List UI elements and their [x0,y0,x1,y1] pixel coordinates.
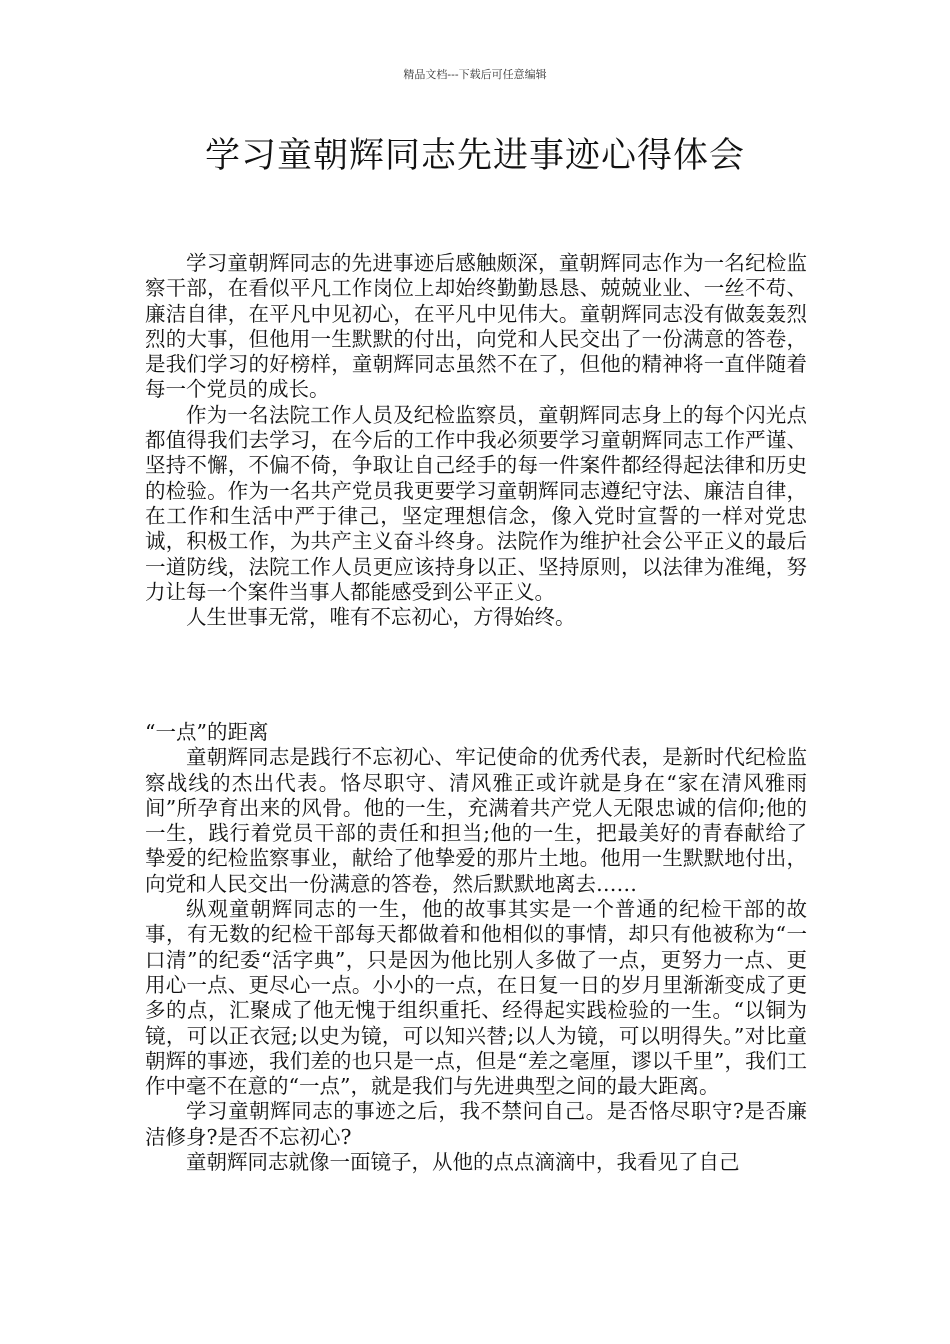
header-note: 精品文档---下载后可任意编辑 [403,68,547,81]
section-heading: “一点”的距离 [145,720,269,744]
paragraph: 童朝辉同志是践行不忘初心、牢记使命的优秀代表，是新时代纪检监察战线的杰出代表。恪尽职守、清风雅正或许就是身在“家在清风雅雨间”所孕育出来的风骨。他的一生，充满着共产党人无限忠诚的信仰;他的一生，践行着党员干部的责任和担当;他的一生，把最美好的青春献给了挚爱的纪检监察事业，献给了他挚爱的那片土地。他用一生默默地付出，向党和人民交出一份满意的答卷，然后默默地离去…… [145,745,807,896]
document-title: 学习童朝辉同志先进事迹心得体会 [204,136,745,176]
paragraph: 学习童朝辉同志的事迹之后，我不禁问自己。是否恪尽职守?是否廉洁修身?是否不忘初心? [145,1099,807,1149]
paragraph: 人生世事无常，唯有不忘初心，方得始终。 [186,605,576,630]
section-2 [145,720,807,1175]
paragraph: 童朝辉同志就像一面镜子，从他的点点滴滴中，我看见了自己 [186,1150,740,1175]
paragraph: 作为一名法院工作人员及纪检监察员，童朝辉同志身上的每个闪光点都值得我们去学习，在今后的工作中我必须要学习童朝辉同志工作严谨、坚持不懈，不偏不倚，争取让自己经手的每一件案件都经得起法律和历史的检验。作为一名共产党员我更要学习童朝辉同志遵纪守法、廉洁自律，在工作和生活中严于律己，坚定理想信念，像入党时宣誓的一样对党忠诚，积极工作，为共产主义奋斗终身。法院作为维护社会公平正义的最后一道防线，法院工作人员更应该持身以正、坚持原则，以法律为准绳，努力让每一个案件当事人都能感受到公平正义。 [145,402,807,604]
section-1 [145,251,807,630]
paragraph: 学习童朝辉同志的先进事迹后感触颇深，童朝辉同志作为一名纪检监察干部，在看似平凡工作岗位上却始终勤勤恳恳、兢兢业业、一丝不苟、廉洁自律，在平凡中见初心，在平凡中见伟大。童朝辉同志没有做轰轰烈烈的大事，但他用一生默默的付出，向党和人民交出了一份满意的答卷，是我们学习的好榜样，童朝辉同志虽然不在了，但他的精神将一直伴随着每一个党员的成长。 [145,251,807,402]
paragraph: 纵观童朝辉同志的一生，他的故事其实是一个普通的纪检干部的故事，有无数的纪检干部每天都做着和他相似的事情，却只有他被称为“一口清”的纪委“活字典”，只是因为他比别人多做了一点，更努力一点、更用心一点、更尽心一点。小小的一点，在日复一日的岁月里渐渐变成了更多的点，汇聚成了他无愧于组织重托、经得起实践检验的一生。“以铜为镜，可以正衣冠;以史为镜，可以知兴替;以人为镜，可以明得失。”对比童朝辉的事迹，我们差的也只是一点，但是“差之毫厘，谬以千里”，我们工作中毫不在意的“一点”，就是我们与先进典型之间的最大距离。 [145,897,807,1099]
